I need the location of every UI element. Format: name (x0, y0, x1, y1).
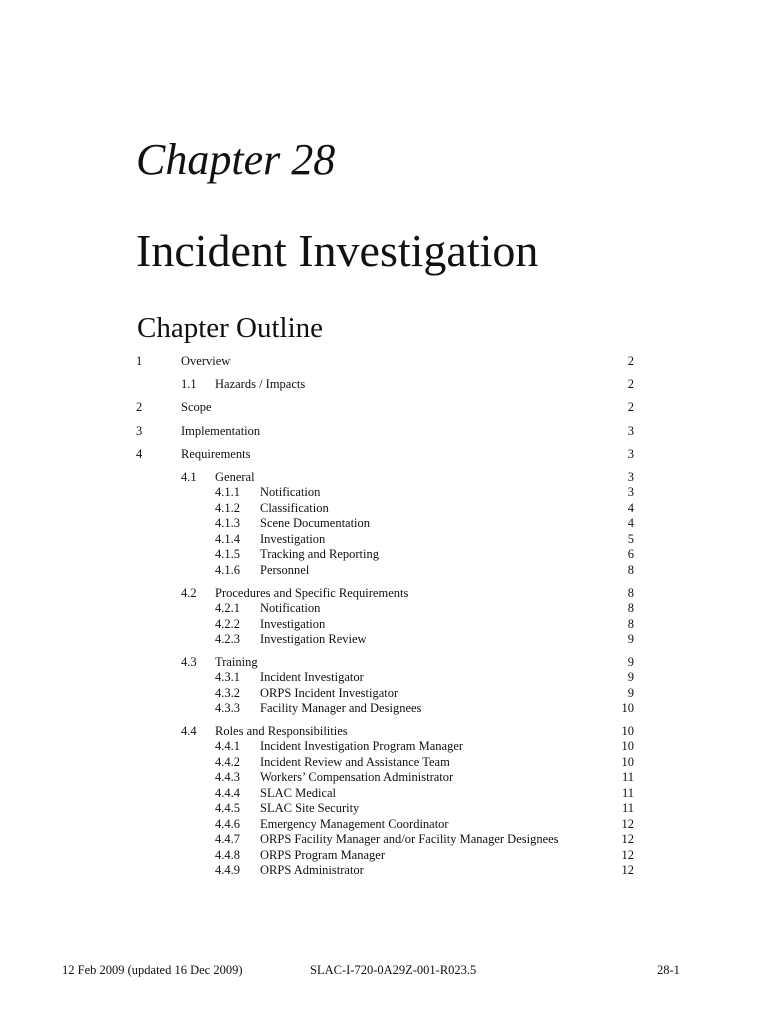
toc-entry[interactable] (0, 446, 770, 462)
toc-entry[interactable] (0, 685, 770, 701)
toc-entry-number: 4.4.9 (215, 863, 240, 877)
toc-entry[interactable] (0, 769, 770, 785)
toc-entry-page: 12 (621, 817, 634, 831)
toc-entry[interactable] (0, 562, 770, 578)
toc-entry-page: 10 (621, 724, 634, 738)
toc-entry-page: 3 (627, 447, 634, 461)
toc-entry-label: Scope (181, 400, 212, 414)
toc-entry-label: Classification (260, 501, 329, 515)
toc-entry-number: 4.1.5 (215, 547, 240, 561)
toc-entry-label: ORPS Facility Manager and/or Facility Manager Designees (260, 832, 559, 846)
toc-entry-number: 4.2.1 (215, 601, 240, 615)
toc-entry-number: 4.3.3 (215, 701, 240, 715)
toc-entry[interactable] (0, 669, 770, 685)
toc-entry-page: 8 (627, 563, 634, 577)
toc-entry-page: 11 (621, 801, 634, 815)
toc-entry-number: 4.4.8 (215, 848, 240, 862)
toc-entry[interactable] (0, 800, 770, 816)
toc-entry-label: Workers’ Compensation Administrator (260, 770, 454, 784)
toc-entry-page: 2 (627, 400, 634, 414)
toc-entry[interactable] (0, 654, 770, 670)
toc-entry-number: 4.1.3 (215, 516, 240, 530)
toc-entry[interactable] (0, 500, 770, 516)
toc-entry-page: 11 (621, 786, 634, 800)
toc-entry-number: 4.4.6 (215, 817, 240, 831)
toc-entry-number: 4.4.3 (215, 770, 240, 784)
toc-entry-page: 9 (627, 655, 634, 669)
toc-entry-label: ORPS Administrator (260, 863, 364, 877)
toc-entry-label: SLAC Site Security (260, 801, 360, 815)
toc-entry-label: Incident Investigator (260, 670, 364, 684)
toc-entry-number: 3 (136, 424, 143, 438)
toc-entry[interactable] (0, 700, 770, 716)
toc-entry-label: Facility Manager and Designees (260, 701, 422, 715)
toc-entry-label: Investigation (260, 532, 326, 546)
toc-entry[interactable] (0, 847, 770, 863)
toc-entry-number: 4.4.2 (215, 755, 240, 769)
toc-entry-number: 4.4.1 (215, 739, 240, 753)
toc-entry-page: 5 (627, 532, 634, 546)
toc-entry-page: 9 (627, 670, 634, 684)
toc-entry-number: 2 (136, 400, 143, 414)
toc-entry-page: 12 (621, 848, 634, 862)
toc-entry-page: 10 (621, 739, 634, 753)
toc-entry[interactable] (0, 376, 770, 392)
toc-entry-label: SLAC Medical (260, 786, 337, 800)
toc-entry-label: Hazards / Impacts (215, 377, 306, 391)
toc-entry-page: 3 (627, 424, 634, 438)
toc-entry-label: ORPS Incident Investigator (260, 686, 399, 700)
toc-entry[interactable] (0, 785, 770, 801)
toc-entry-number: 1 (136, 354, 143, 368)
toc-entry-number: 4.3 (181, 655, 197, 669)
toc-entry-number: 4.3.1 (215, 670, 240, 684)
toc-entry[interactable] (0, 585, 770, 601)
toc-entry-page: 4 (627, 516, 634, 530)
toc-entry-label: Notification (260, 485, 321, 499)
toc-entry[interactable] (0, 484, 770, 500)
toc-entry[interactable] (0, 469, 770, 485)
toc-entry-page: 9 (627, 632, 634, 646)
chapter-title: Incident Investigation (136, 225, 539, 276)
toc-entry[interactable] (0, 631, 770, 647)
outline-heading: Chapter Outline (137, 312, 324, 344)
toc-entry-page: 6 (627, 547, 634, 561)
toc-entry-page: 3 (627, 485, 634, 499)
toc-entry-number: 4.1.6 (215, 563, 240, 577)
toc-entry-number: 4.2.3 (215, 632, 240, 646)
toc-entry-number: 1.1 (181, 377, 197, 391)
toc-entry[interactable] (0, 723, 770, 739)
toc-entry[interactable] (0, 399, 770, 415)
toc-entry[interactable] (0, 423, 770, 439)
toc-entry-page: 2 (627, 354, 634, 368)
toc-entry-number: 4.1 (181, 470, 197, 484)
toc-entry-number: 4.1.1 (215, 485, 240, 499)
toc-entry-page: 8 (627, 586, 634, 600)
toc-entry-number: 4.4.4 (215, 786, 240, 800)
toc-entry-page: 9 (627, 686, 634, 700)
footer-page-number: 28-1 (657, 963, 680, 977)
toc-entry-label: Overview (181, 354, 231, 368)
toc-entry-number: 4.1.4 (215, 532, 240, 546)
toc-entry-label: Investigation (260, 617, 326, 631)
toc-entry-page: 4 (627, 501, 634, 515)
toc-entry-label: Implementation (181, 424, 261, 438)
toc-entry[interactable] (0, 831, 770, 847)
toc-entry-page: 10 (621, 701, 634, 715)
toc-entry-number: 4.4.5 (215, 801, 240, 815)
toc-entry[interactable] (0, 600, 770, 616)
toc-entry[interactable] (0, 862, 770, 878)
toc-entry-label: Incident Review and Assistance Team (260, 755, 450, 769)
toc-entry[interactable] (0, 616, 770, 632)
toc-entry[interactable] (0, 515, 770, 531)
toc-entry-page: 12 (621, 832, 634, 846)
toc-entry-page: 10 (621, 755, 634, 769)
toc-entry-label: Tracking and Reporting (260, 547, 379, 561)
toc-entry-number: 4.1.2 (215, 501, 240, 515)
toc-entry-label: Procedures and Specific Requirements (215, 586, 409, 600)
chapter-label: Chapter 28 (136, 135, 336, 184)
toc-entry-number: 4.2.2 (215, 617, 240, 631)
toc-entry-page: 12 (621, 863, 634, 877)
toc-entry[interactable] (0, 531, 770, 547)
toc-entry-label: Emergency Management Coordinator (260, 817, 449, 831)
toc-entry[interactable] (0, 754, 770, 770)
toc-entry-label: Personnel (260, 563, 310, 577)
toc-entry-page: 8 (627, 601, 634, 615)
toc-entry-label: Training (215, 655, 258, 669)
toc-entry-label: Scene Documentation (260, 516, 371, 530)
footer-doc-id: SLAC-I-720-0A29Z-001-R023.5 (310, 963, 477, 977)
toc-entry-label: Roles and Responsibilities (215, 724, 348, 738)
toc-entry-number: 4 (136, 447, 143, 461)
toc-entry[interactable] (0, 816, 770, 832)
toc-entry-label: Notification (260, 601, 321, 615)
toc-entry-page: 3 (627, 470, 634, 484)
toc-entry-page: 8 (627, 617, 634, 631)
toc-entry-label: General (215, 470, 255, 484)
footer-date: 12 Feb 2009 (updated 16 Dec 2009) (62, 963, 243, 977)
toc-entry-page: 11 (621, 770, 634, 784)
toc-entry-page: 2 (627, 377, 634, 391)
toc-entry-number: 4.4.7 (215, 832, 240, 846)
toc-entry-number: 4.3.2 (215, 686, 240, 700)
toc-entry[interactable] (0, 546, 770, 562)
toc-entry-label: ORPS Program Manager (260, 848, 385, 862)
toc-entry-number: 4.4 (181, 724, 197, 738)
toc-entry[interactable] (0, 353, 770, 369)
toc-entry-label: Requirements (181, 447, 251, 461)
toc-entry[interactable] (0, 738, 770, 754)
toc-entry-label: Incident Investigation Program Manager (260, 739, 464, 753)
toc-entry-label: Investigation Review (260, 632, 367, 646)
toc-entry-number: 4.2 (181, 586, 197, 600)
